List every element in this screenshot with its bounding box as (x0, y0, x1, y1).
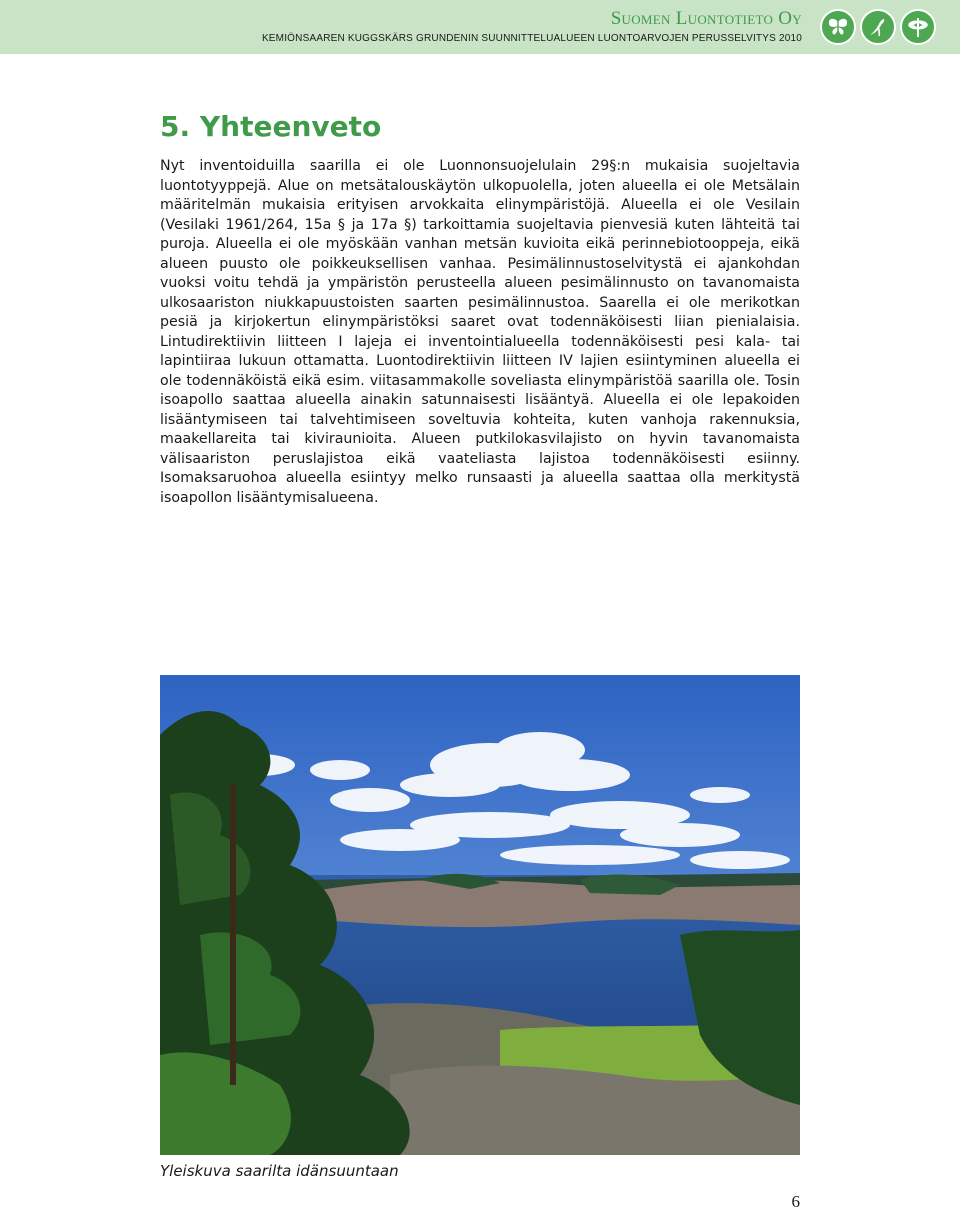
header-icons (820, 9, 936, 47)
photo-caption: Yleiskuva saarilta idänsuuntaan (160, 1162, 399, 1180)
page-number: 6 (791, 1192, 800, 1211)
dragonfly-icon (900, 9, 936, 45)
archipelago-photo (160, 675, 800, 1155)
section-title: 5. Yhteenveto (160, 110, 382, 143)
summary-paragraph: Nyt inventoiduilla saarilla ei ole Luonnonsuojelulain 29§:n mukaisia suojeltavia luontotyyppejä. Alue on metsätalouskäytön ulkopuolella, joten alueella ei ole Metsälain määritelmän mukaisia erityisen arvokkaita elinympäristöjä. Alueella ei ole Vesilain (Vesilaki 1961/264, 15a § ja 17a §) tarkoittamia suojeltavia pienvesiä kuten lähteitä tai puroja. Alueella ei ole myöskään vanhan metsän kuvioita eikä perinnebiotooppeja, eikä alueen puusto ole poikkeuksellisen vanhaa. Pesimälinnustoselvitystä ei ajankohdan vuoksi voitu tehdä ja ympäristön perusteella alueen pesimälinnusto on tavanomaista ulkosaariston niukkapuustoisten saarten pesimälinnustoa. Saarella ei ole merikotkan pesiä ja kirjokertun elinympäristöksi saaret ovat todennäköisesti liian pienialaisia. Lintudirektiivin liitteen I lajeja ei inventointialueella todennäköisesti pesi kala- tai lapintiiraa lukuun ottamatta. Luontodirektiivin liitteen IV lajien esiintyminen alueella ei ole todennäköistä eikä esim. viitasammakolle soveliasta elinympäristöä saarilla ole. Tosin isoapollo saattaa alueella ainakin satunnaisesti lisääntyä. Alueella ei ole lepakoiden lisääntymiseen tai talvehtimiseen soveltuvia kohteita, kuten vanhoja rakennuksia, maakellareita tai kiviraunioita. Alueen putkilokasvilajisto on hyvin tavanomaista välisaariston peruslajistoa eikä vaateliasta lajistoa todennäköisesti esiinny. Isomaksaruohoa alueella esiintyy melko runsaasti ja alueella saattaa olla merkitystä isoapollon lisääntymisalueena. (160, 158, 800, 506)
report-title: KEMIÖNSAAREN KUGGSKÄRS GRUNDENIN SUUNNITTELUALUEEN LUONTOARVOJEN PERUSSELVITYS 2010 (261, 33, 802, 44)
company-name: Suomen Luontotieto Oy (610, 8, 802, 29)
header-band (0, 0, 960, 54)
butterfly-icon (820, 9, 856, 45)
bird-icon (860, 9, 896, 45)
